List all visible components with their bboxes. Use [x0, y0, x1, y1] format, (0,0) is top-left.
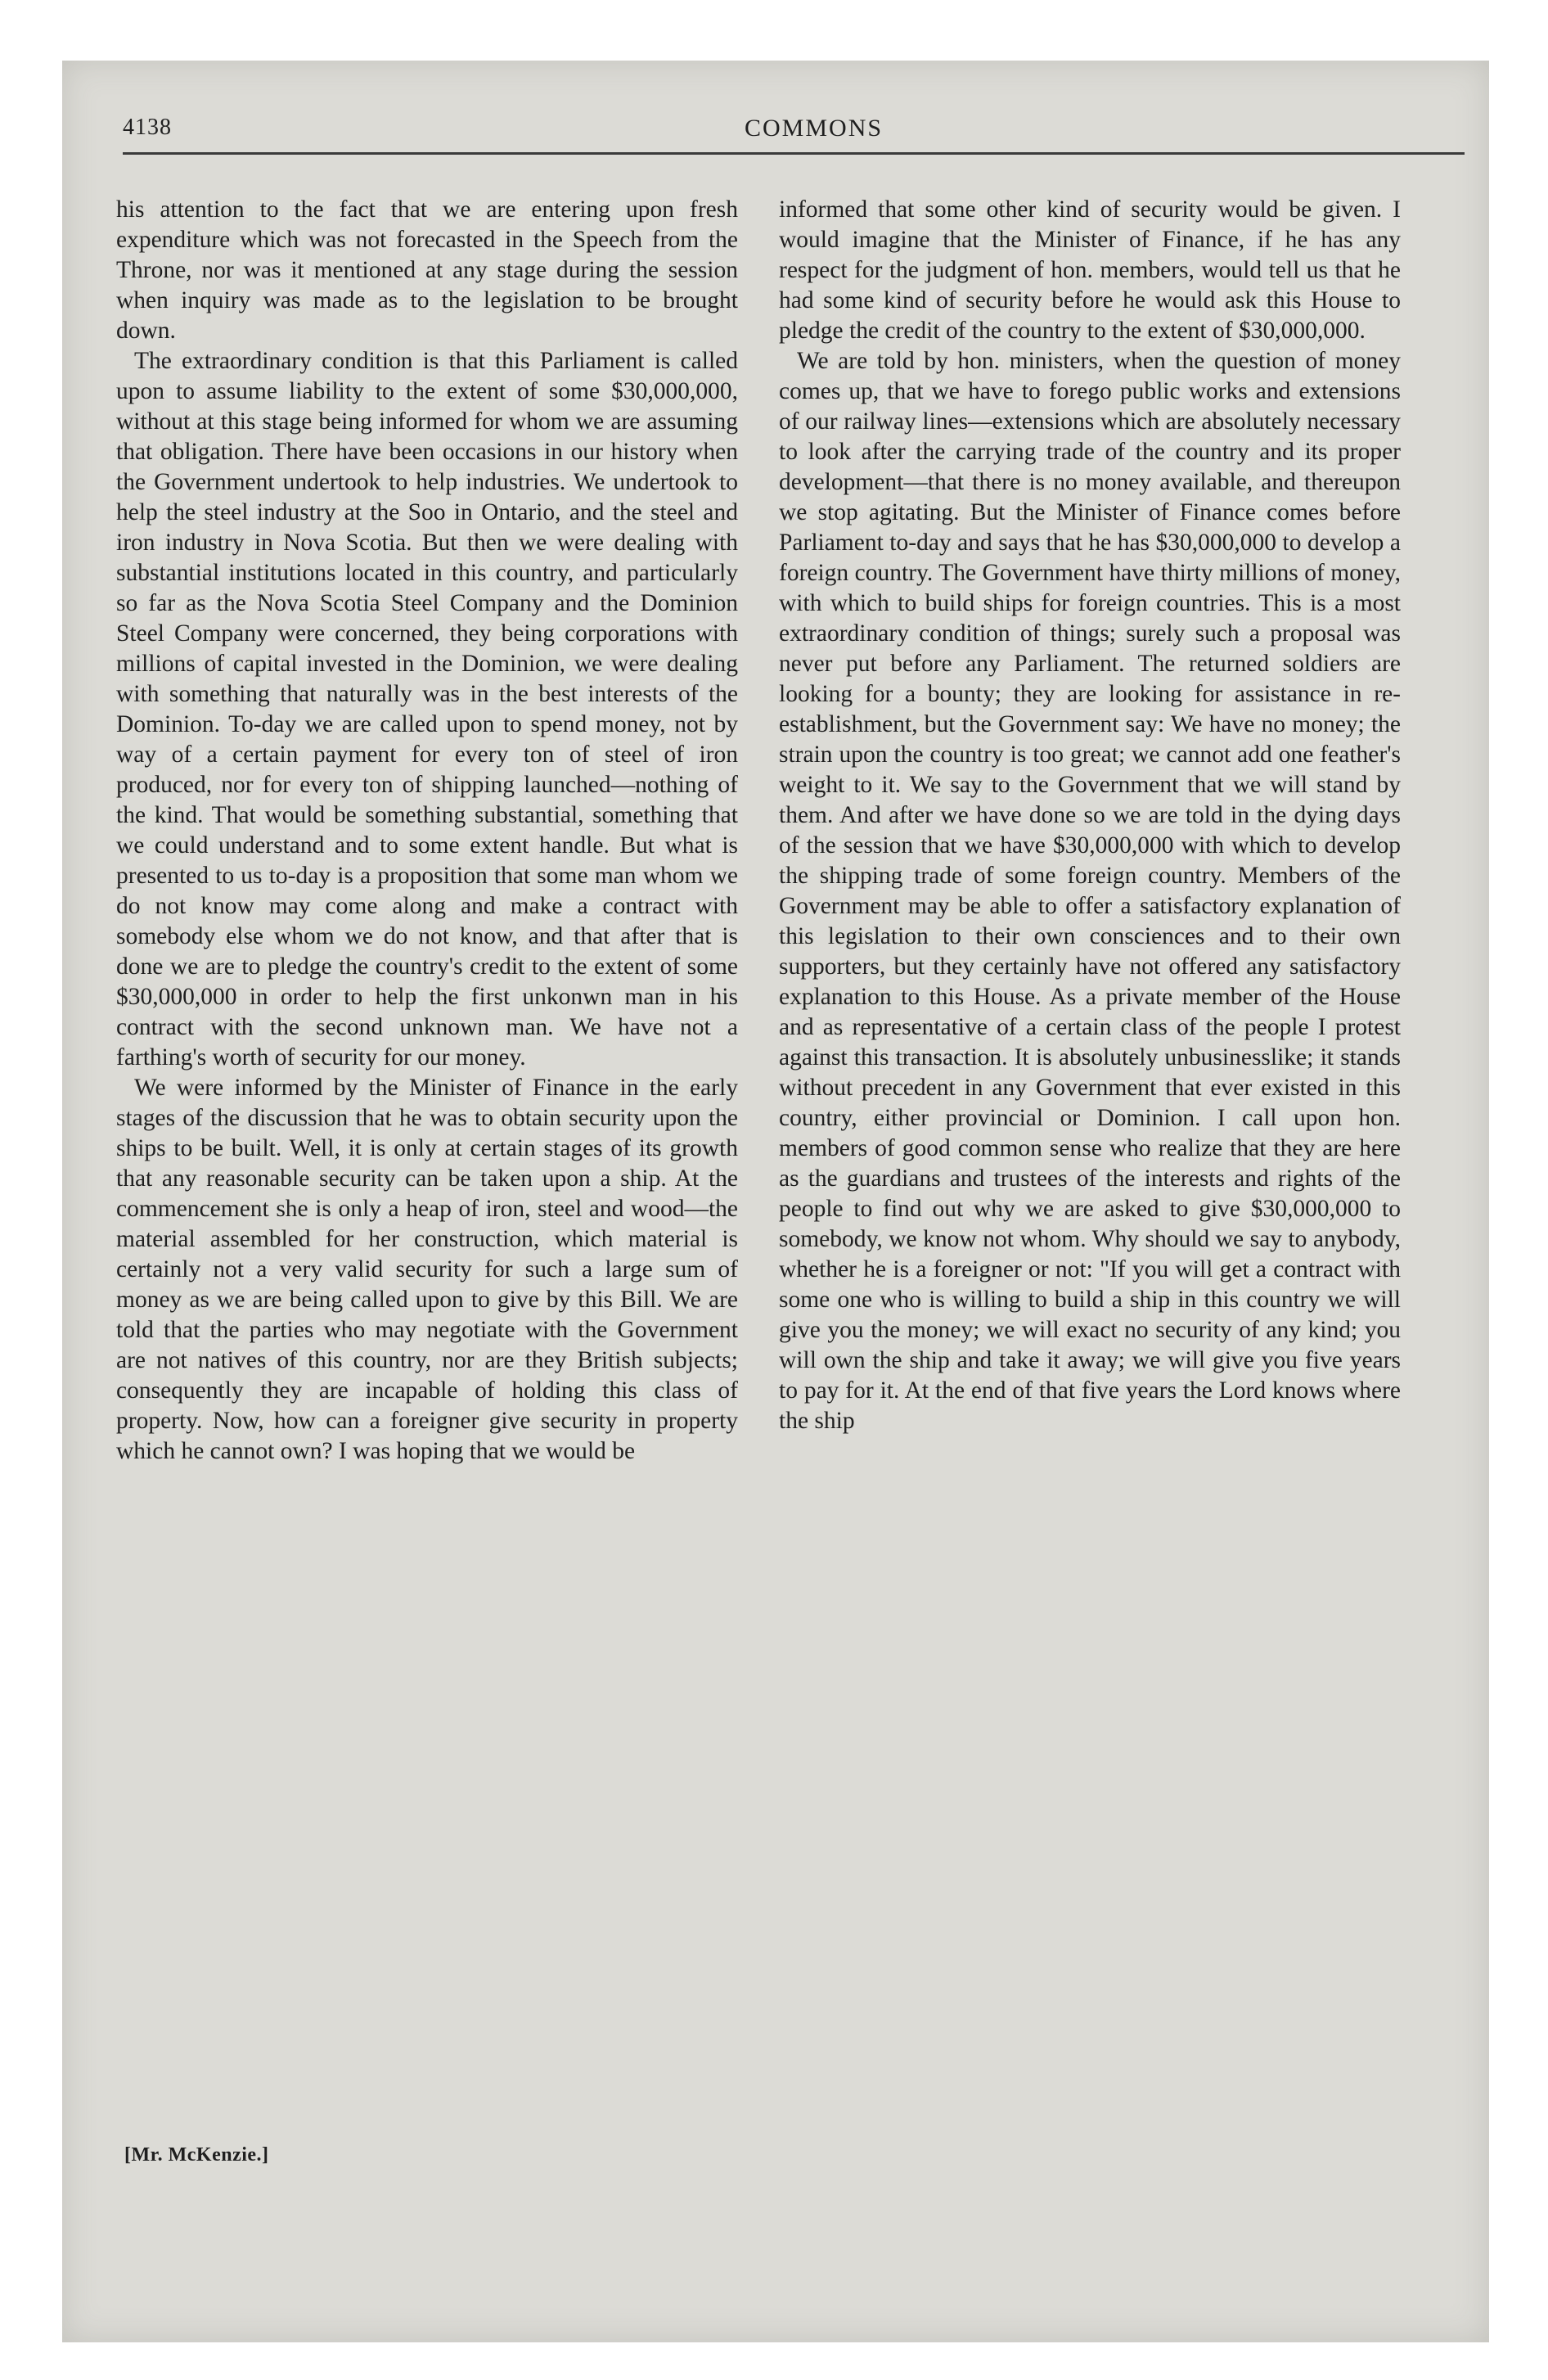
right-paragraph-2: We are told by hon. ministers, when the question of money comes up, that we have to forego public works and extensions of our railway lines—extensions which are absolutely necessary to look after the carrying trade of the country and its proper development—that there is no money available, and thereupon we stop agitating. But the Minister of Finance comes before Parliament to-day and says that he has $30,000,000 to develop a foreign country. The Government have thirty millions of money, with which to build ships for foreign countries. This is a most extraordinary condition of things; surely such a proposal was never put before any Parliament. The returned soldiers are looking for a bounty; they are looking for assistance in re-establishment, but the Government say: We have no money; the strain upon the country is too great; we cannot add one feather's weight to it. We say to the Government that we will stand by them. And after we have done so we are told in the dying days of the session that we have $30,000,000 with which to develop the shipping trade of some foreign country. Members of the Government may be able to offer a satisfactory explanation of this legislation to their own consciences and to their own supporters, but they certainly have not offered any satisfactory explanation to this House. As a private member of the House and as representative of a certain class of the people I protest against this transaction. It is absolutely unbusinesslike; it stands without precedent in any Government that ever existed in this country, either provincial or Dominion. I call upon hon. members of good common sense who realize that they are here as the guardians and trustees of the interests and rights of the people to find out why we are asked to give $30,000,000 to somebody, we know not whom. Why should we say to anybody, whether he is a foreigner or not: "If you will get a contract with some one who is willing to build a ship in this country we will give you the money; we will exact no security of any kind; you will own the ship and take it away; we will give you five years to pay for it. At the end of that five years the Lord knows where the ship [779, 348, 1401, 1434]
hansard-page [62, 61, 1489, 2342]
header-rule [123, 152, 1465, 155]
left-paragraph-3: We were informed by the Minister of Finance in the early stages of the discussion that he was to obtain security upon the ships to be built. Well, it is only at certain stages of its growth that any reasonable security can be taken upon a ship. At the commencement she is only a heap of iron, steel and wood—the material assembled for her construction, which material is certainly not a very valid security for such a large sum of money as we are being called upon to give by this Bill. We are told that the parties who may negotiate with the Government are not natives of this country, nor are they British subjects; consequently they are incapable of holding this class of property. Now, how can a foreigner give security in property which he cannot own? I was hoping that we would be [116, 1075, 738, 1464]
speaker-attribution: [Mr. McKenzie.] [124, 2144, 269, 2166]
left-column [116, 195, 738, 1467]
page-number: 4138 [123, 115, 172, 140]
left-paragraph-2: The extraordinary condition is that this Parliament is called upon to assume liability to the extent of some $30,000,000, without at this stage being informed for whom we are assuming that obligation. There have been occasions in our history when the Government undertook to help industries. We undertook to help the steel industry at the Soo in Ontario, and the steel and iron industry in Nova Scotia. But then we were dealing with substantial institutions located in this country, and particularly so far as the Nova Scotia Steel Company and the Dominion Steel Company were concerned, they being corporations with millions of capital invested in the Dominion, we were dealing with something that naturally was in the best interests of the Dominion. To-day we are called upon to spend money, not by way of a certain payment for every ton of steel of iron produced, nor for every ton of shipping launched—nothing of the kind. That would be something substantial, something that we could understand and to some extent handle. But what is presented to us to-day is a proposition that some man whom we do not know may come along and make a contract with somebody else whom we do not know, and that after that is done we are to pledge the country's credit to the extent of some $30,000,000 in order to help the first unkonwn man in his contract with the second unknown man. We have not a farthing's worth of security for our money. [116, 348, 738, 1071]
page-header [123, 115, 1465, 147]
running-head: COMMONS [745, 115, 884, 142]
right-paragraph-1: informed that some other kind of security would be given. I would imagine that the Minister of Finance, if he has any respect for the judgment of hon. members, would tell us that he had some kind of security before he would ask this House to pledge the credit of the country to the extent of $30,000,000. [779, 196, 1401, 344]
left-paragraph-1: his attention to the fact that we are entering upon fresh expenditure which was not forecasted in the Speech from the Throne, nor was it mentioned at any stage during the session when inquiry was made as to the legislation to be brought down. [116, 196, 738, 344]
right-column [779, 195, 1401, 1436]
